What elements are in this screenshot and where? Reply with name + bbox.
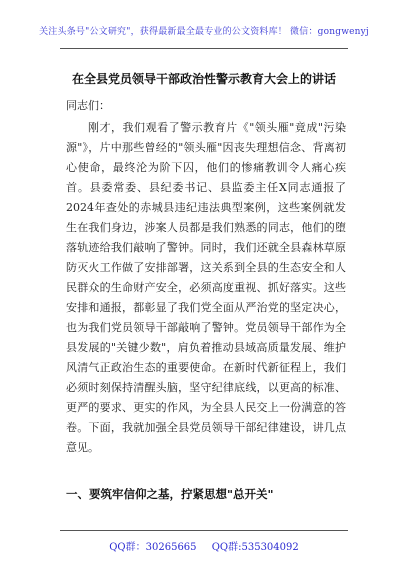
footer-qq-group-1: QQ群：30265665 [109, 542, 197, 553]
body-paragraph: 刚才，我们观看了警示教育片《"领头雁"竟成"污染源"》，片中那些曾经的"领头雁"因丧失理想信念、背离初心使命，最终沦为阶下囚，他们的惨痛教训令人痛心疾首。县委常委、县纪委书记、县监委主任X同志通报了2024年查处的赤城县违纪违法典型案例，这些案例就发生在我们身边，涉案人员都是我们熟悉的同志，他们的堕落轨迹给我们敲响了警钟。同时，我们还就全县森林草原防灭火工作做了安排部署，这关系到全县的生态安全和人民群众的生命财产安全，必须高度重视、抓好落实。这些安排和通报，都彰显了我们党全面从严治党的坚定决心，也为我们党员领导干部敲响了警钟。党员领导干部作为全县发展的"关键少数"，肩负着推动县域高质量发展、维护风清气正政治生态的重要使命。在新时代新征程上，我们必须时刻保持清醒头脑，坚守纪律底线，以更高的标准、更严的要求、更实的作风，为全县人民交上一份满意的答卷。下面，我就加强全县党员领导干部纪律建设，讲几点意见。 [66, 121, 346, 454]
section-heading: 一、要筑牢信仰之基，拧紧思想"总开关" [66, 487, 274, 501]
footer-contact [0, 538, 408, 553]
salutation: 同志们： [66, 99, 110, 112]
header-promo-note: 关注头条号"公文研究"，获得最新最全最专业的公文资料库！ 微信：gongwenyj [39, 27, 369, 37]
header-divider [60, 48, 348, 49]
document-title: 在全县党员领导干部政治性警示教育大会上的讲话 [71, 72, 336, 86]
footer-qq-group-2: QQ群:535304092 [211, 542, 299, 553]
footer-divider [60, 530, 348, 531]
